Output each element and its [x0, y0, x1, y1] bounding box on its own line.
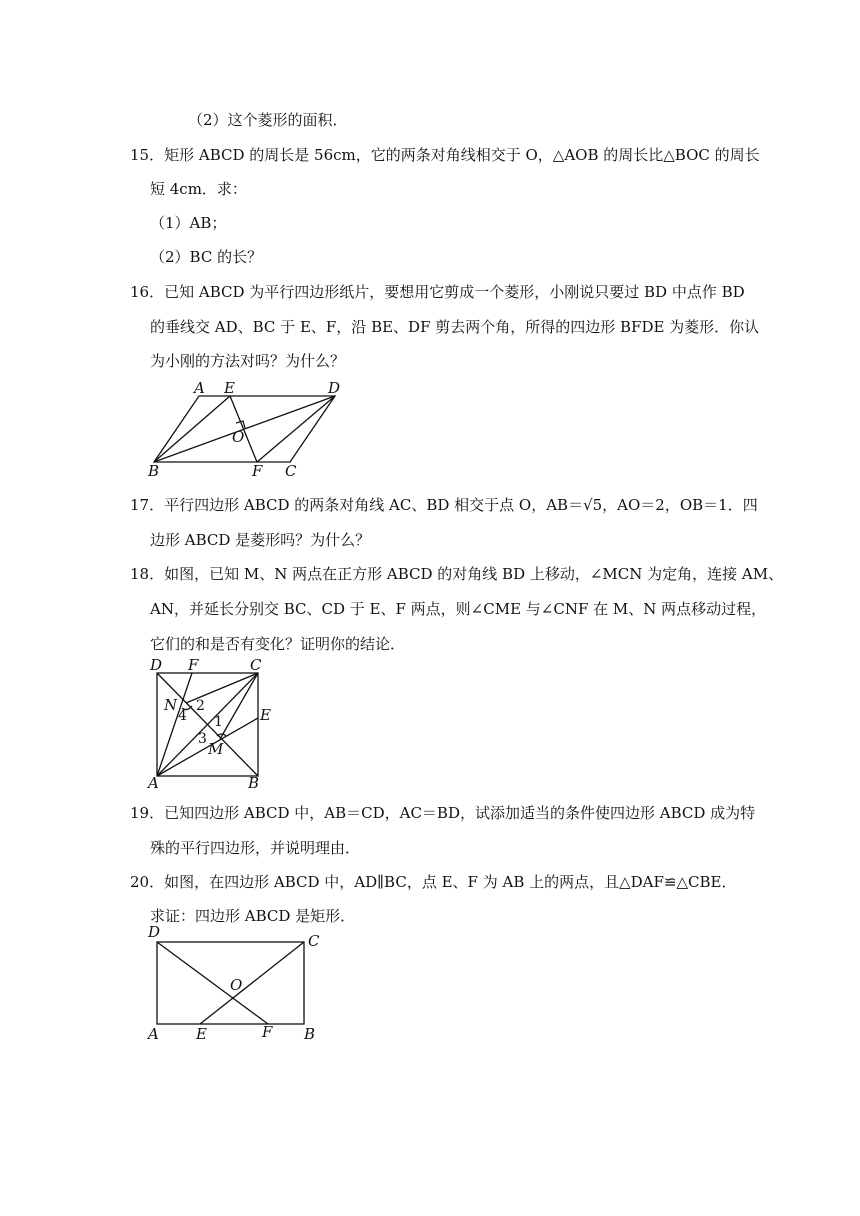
label-e: E — [224, 379, 235, 397]
label-b: B — [148, 462, 160, 478]
text-line-q18-cont1: AN，并延长分别交 BC、CD 于 E、F 两点，则∠CME 与∠CNF 在 M、N 两点移动过程， — [150, 600, 767, 618]
label-angle-3: 3 — [198, 731, 207, 747]
label-a: A — [148, 774, 159, 790]
text-line-q20-cont: 求证：四边形 ABCD 是矩形． — [150, 907, 356, 925]
label-f: F — [262, 1023, 273, 1041]
label-m: M — [208, 740, 224, 758]
label-b: B — [304, 1025, 316, 1043]
figure-q16-parallelogram — [140, 378, 350, 478]
text-line-q19-cont: 殊的平行四边形，并说明理由． — [150, 839, 361, 857]
label-o: O — [230, 976, 243, 994]
label-b: B — [248, 774, 260, 790]
label-a: A — [148, 1025, 159, 1043]
label-a: A — [194, 379, 205, 397]
label-d: D — [328, 379, 341, 397]
text-line-q16-cont1: 的垂线交 AD、BC 于 E、F，沿 BE、DF 剪去两个角，所得的四边形 BFDE 为菱形．你认 — [150, 318, 760, 336]
label-angle-2: 2 — [196, 698, 205, 714]
segment-af — [157, 673, 192, 776]
text-line-q17: 17．平行四边形 ABCD 的两条对角线 AC、BD 相交于点 O，AB＝√5，AO＝2，OB＝1．四 — [130, 496, 758, 514]
text-line-q15-cont: 短 4cm．求： — [150, 180, 247, 198]
text-line-q15-part2: （2）BC 的长？ — [150, 248, 263, 266]
label-n: N — [164, 696, 178, 714]
text-line-q17-cont: 边形 ABCD 是菱形吗？为什么？ — [150, 531, 371, 549]
text-line-q14-part2: （2）这个菱形的面积． — [188, 111, 348, 129]
text-line-q18: 18．如图，已知 M、N 两点在正方形 ABCD 的对角线 BD 上移动，∠MCN 为定角，连接 AM、 — [130, 565, 784, 583]
text-line-q16-cont2: 为小刚的方法对吗？为什么？ — [150, 352, 346, 370]
label-o: O — [232, 428, 245, 446]
label-c: C — [250, 656, 262, 674]
label-e: E — [260, 706, 271, 724]
diagonal-bd — [154, 396, 335, 462]
label-d: D — [148, 923, 161, 941]
label-c: C — [308, 932, 320, 950]
figure-q20-rectangle — [140, 922, 330, 1044]
label-angle-1: 1 — [214, 714, 223, 730]
label-f: F — [188, 656, 199, 674]
label-f: F — [252, 462, 263, 478]
text-line-q20: 20．如图，在四边形 ABCD 中，AD∥BC，点 E、F 为 AB 上的两点，且△DAF≌△CBE． — [130, 873, 737, 891]
label-angle-4: 4 — [178, 708, 187, 724]
text-line-q16: 16．已知 ABCD 为平行四边形纸片，要想用它剪成一个菱形，小刚说只要过 BD 中点作 BD — [130, 283, 745, 301]
text-line-q18-cont2: 它们的和是否有变化？证明你的结论． — [150, 635, 406, 653]
text-line-q15-part1: （1）AB； — [150, 214, 227, 232]
figure-q18-square — [140, 656, 280, 790]
label-c: C — [285, 462, 297, 478]
text-line-q15: 15．矩形 ABCD 的周长是 56cm，它的两条对角线相交于 O，△AOB 的周长比△BOC 的周长 — [130, 146, 760, 164]
text-line-q19: 19．已知四边形 ABCD 中，AB＝CD，AC＝BD，试添加适当的条件使四边形 ABCD 成为特 — [130, 804, 756, 822]
label-d: D — [150, 656, 163, 674]
label-e: E — [196, 1025, 207, 1043]
right-angle-mark — [236, 421, 245, 428]
